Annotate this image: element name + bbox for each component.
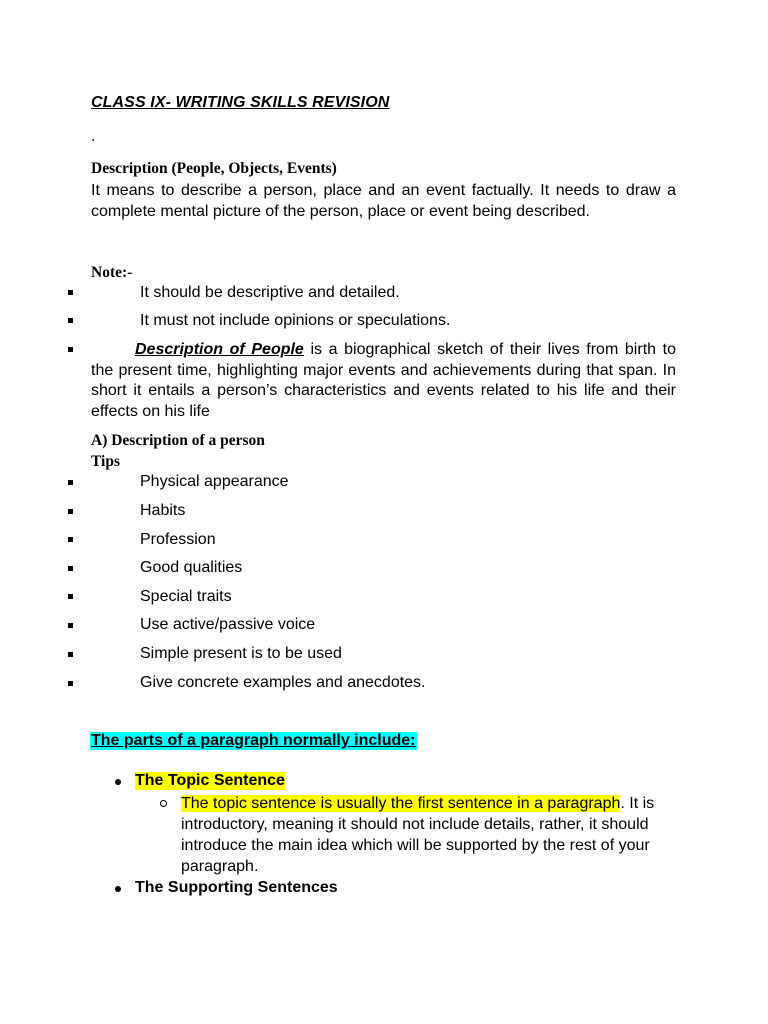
note-label: Note:- (91, 264, 133, 281)
topic-sentence-rest: . It is introductory, meaning it should not include details, rather, it should introduce the main idea which will be supported by the rest of your paragraph. (181, 795, 655, 875)
topic-sentence-highlight: The topic sentence is usually the first sentence in a paragraph (181, 795, 621, 812)
round-bullet-icon (115, 779, 121, 785)
tip-item: Special traits (140, 588, 232, 605)
tip-item: Physical appearance (140, 473, 289, 490)
people-paragraph-text: is a biographical sketch of their lives from birth to the present time, highlighting major events and achievements during that span. In short it entails a person’s characteristics and events related to his life and their effects on his life (91, 341, 676, 420)
round-bullet-icon (115, 886, 121, 892)
tip-item: Give concrete examples and anecdotes. (140, 674, 426, 691)
square-bullet-icon (68, 566, 73, 571)
description-body: It means to describe a person, place and an event factually. It needs to draw a complete mental picture of the person, place or event being described. (91, 182, 676, 220)
square-bullet-icon (68, 290, 73, 295)
tip-item: Habits (140, 502, 186, 519)
tips-label: Tips (91, 453, 121, 470)
section-a-heading: A) Description of a person (91, 432, 265, 449)
square-bullet-icon (68, 509, 73, 514)
note-item: It should be descriptive and detailed. (140, 284, 400, 301)
topic-sentence-label: The Topic Sentence (135, 772, 285, 789)
square-bullet-icon (68, 681, 73, 686)
page-title: CLASS IX- WRITING SKILLS REVISION (91, 94, 390, 111)
stray-dot: . (91, 128, 96, 145)
square-bullet-icon (68, 480, 73, 485)
paragraph-parts-heading: The parts of a paragraph normally include: (91, 732, 416, 749)
hollow-bullet-icon (160, 800, 167, 807)
square-bullet-icon (68, 652, 73, 657)
description-heading: Description (People, Objects, Events) (91, 160, 337, 177)
tip-item: Profession (140, 531, 216, 548)
topic-sentence-explanation (181, 793, 681, 877)
tip-item: Good qualities (140, 559, 243, 576)
square-bullet-icon (68, 318, 73, 323)
square-bullet-icon (68, 347, 73, 352)
square-bullet-icon (68, 537, 73, 542)
tip-item: Simple present is to be used (140, 645, 342, 662)
tip-item: Use active/passive voice (140, 616, 316, 633)
people-term: Description of People (135, 341, 304, 358)
square-bullet-icon (68, 623, 73, 628)
square-bullet-icon (68, 594, 73, 599)
note-item: It must not include opinions or speculations. (140, 312, 451, 329)
supporting-sentences-label: The Supporting Sentences (135, 879, 338, 896)
people-paragraph (91, 340, 676, 422)
